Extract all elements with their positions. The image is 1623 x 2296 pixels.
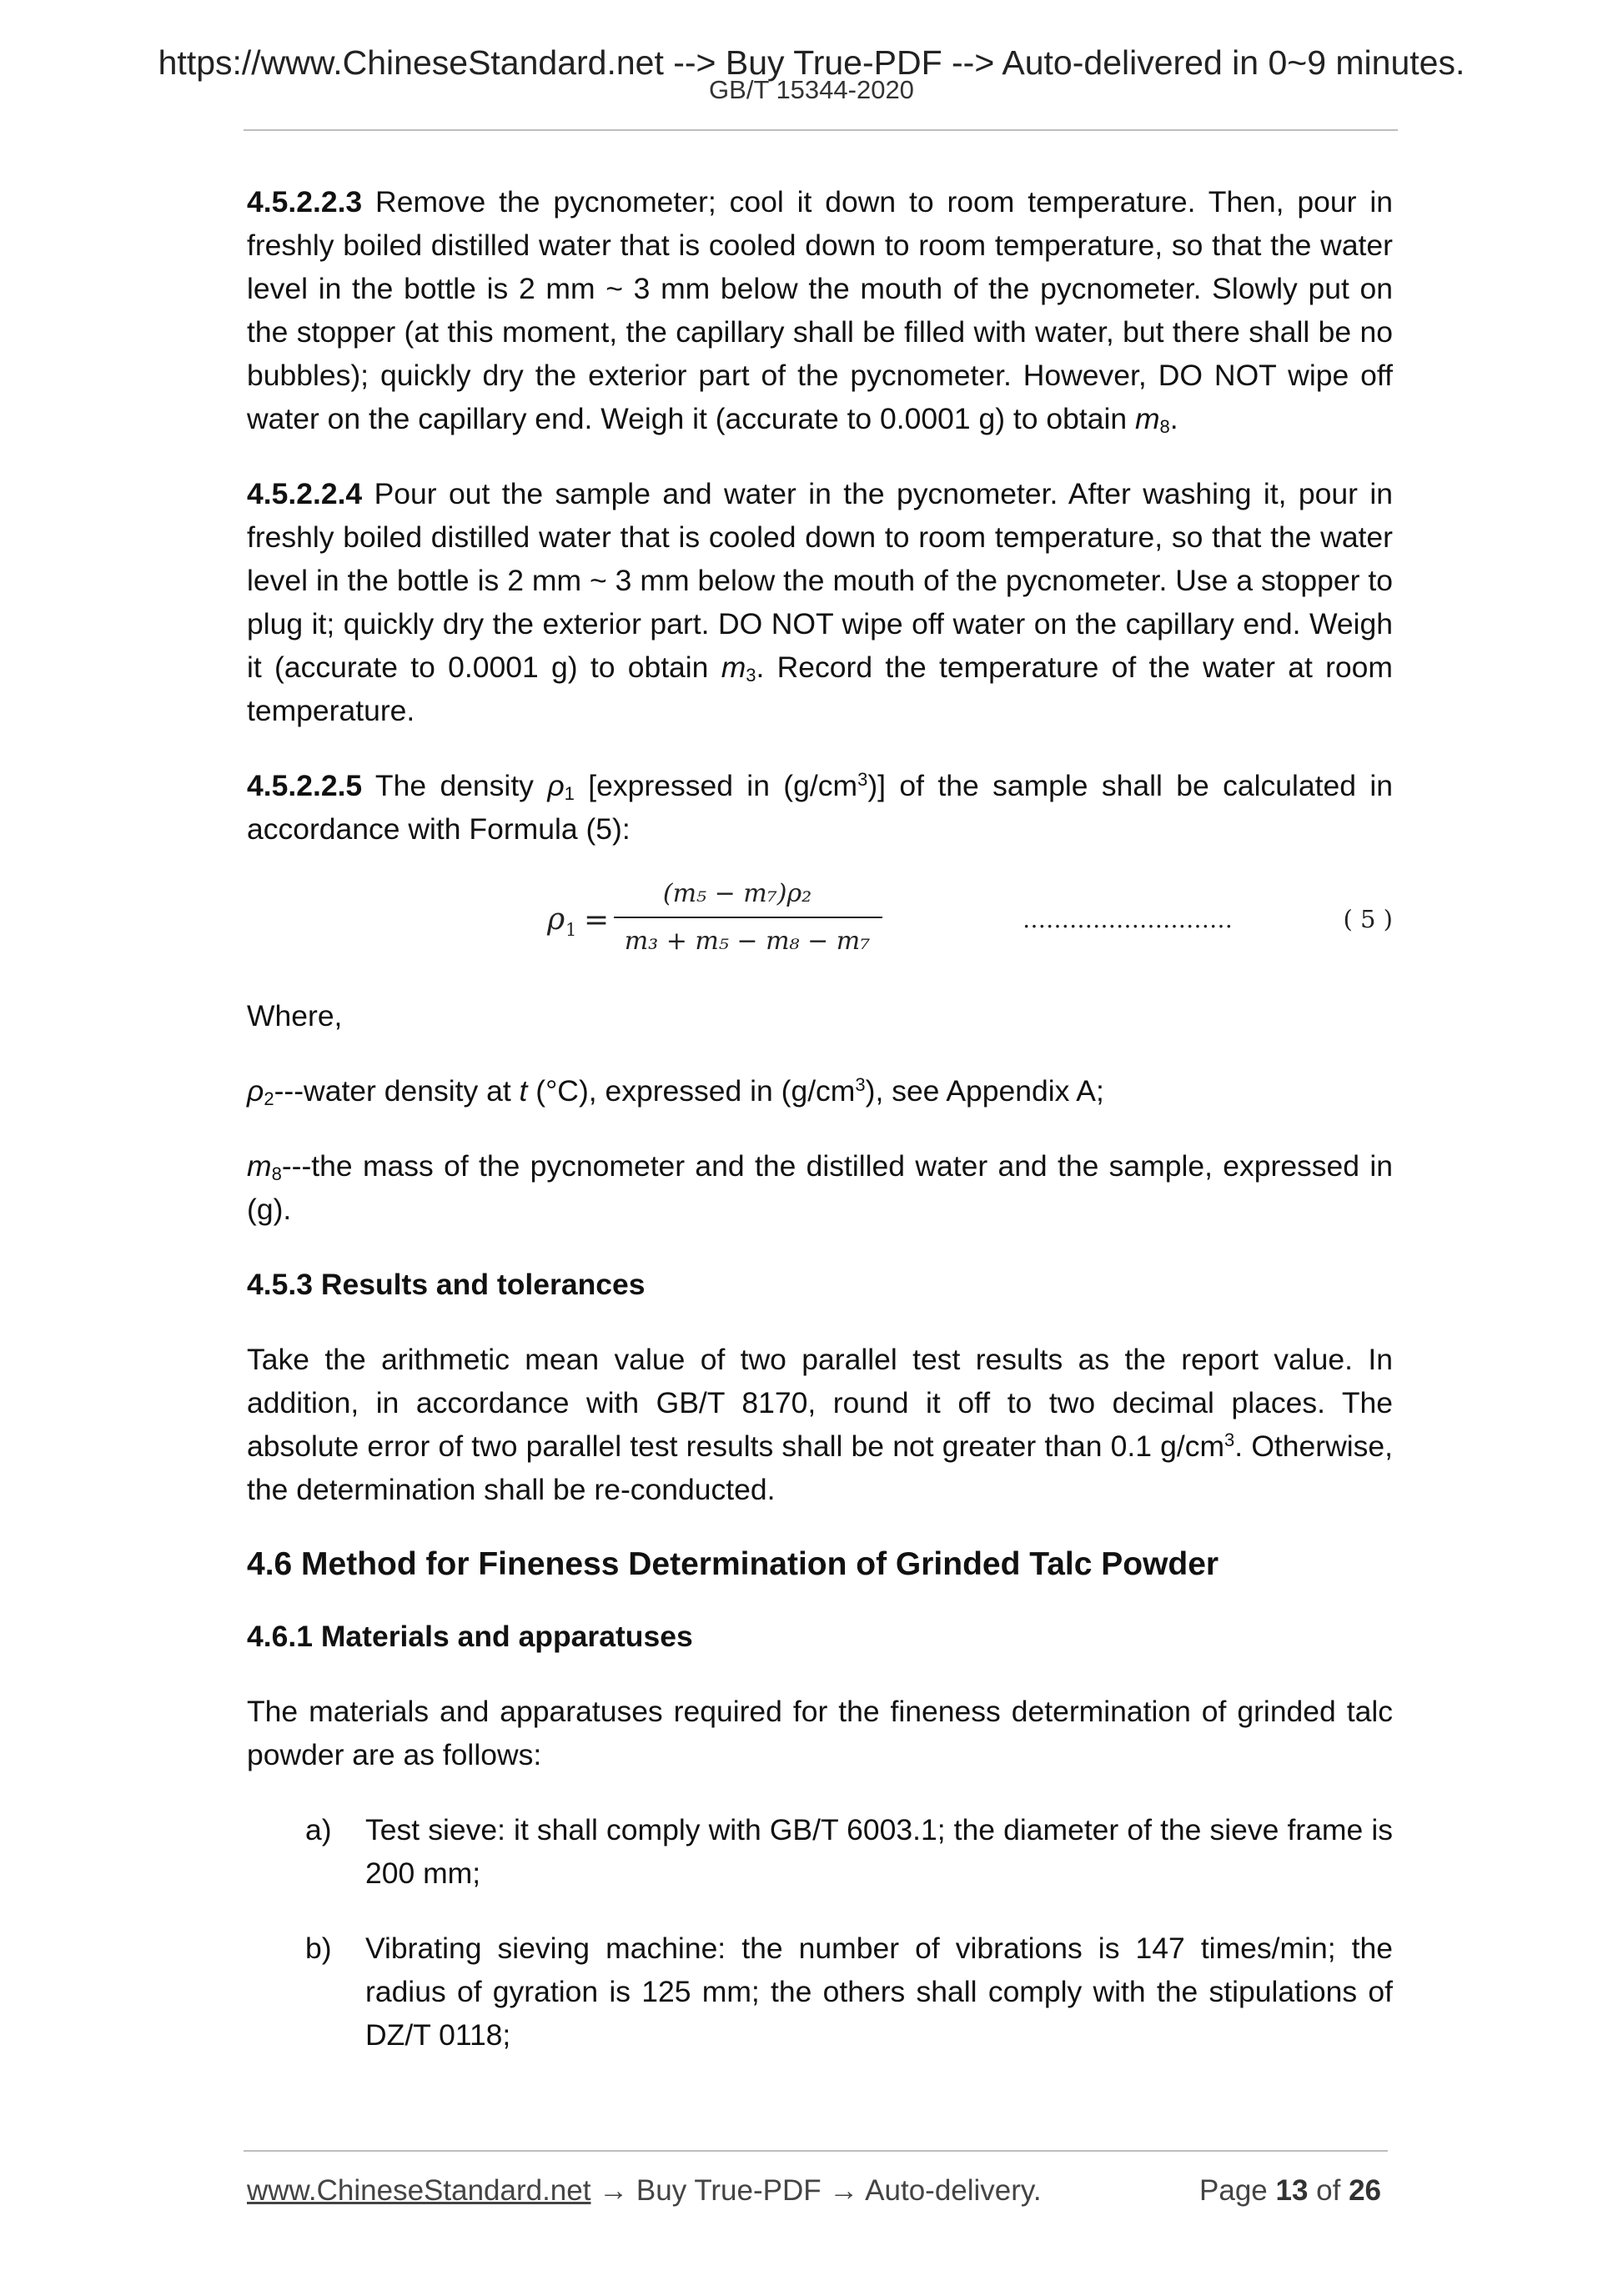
footer-tagline: → Buy True-PDF → Auto-delivery. (590, 2174, 1042, 2207)
list-item (247, 1808, 1393, 1895)
heading-4-6: 4.6 Method for Fineness Determination of Grinded Talc Powder (247, 1546, 1219, 1582)
list-item-text: Vibrating sieving machine: the number of vibrations is 147 times/min; the radius of gyration is 125 mm; the others shall comply with the stipulations of DZ/T 0118; (365, 1932, 1393, 2052)
formula-5 (247, 866, 1393, 966)
formula-leader-dots: ……………………… (1023, 906, 1233, 933)
clause-number: 4.5.2.2.4 (247, 477, 363, 510)
total-pages: 26 (1349, 2174, 1381, 2207)
formula-graphic (247, 866, 1393, 966)
header-banner: https://www.ChineseStandard.net --> Buy True-PDF --> Auto-delivered in 0~9 minutes. (158, 43, 1465, 82)
formula-lhs-subscript: 1 (565, 920, 577, 940)
footer-site-link[interactable]: www.ChineseStandard.net (247, 2174, 591, 2207)
clause-4-5-2-2-3: 4.5.2.2.3 Remove the pycnometer; cool it down to room temperature. Then, pour in freshly boiled distilled water that is cooled down to room temperature, so that the water level in the bottle is 2 mm ~ 3 mm below the mouth of the pycnometer. Slowly put on the stopper (at this moment, the capillary shall be filled with water, but there shall be no bubbles); quickly dry the exterior part of the pycnometer. However, DO NOT wipe off water on the capillary end. Weigh it (accurate to 0.0001 g) to obtain $m_8$. (247, 185, 1393, 437)
where-label: Where, (247, 999, 343, 1032)
list-item-label: a) (305, 1813, 332, 1846)
heading-4-5-3: 4.5.3 Results and tolerances (247, 1268, 646, 1301)
page-indicator: Page 13 of 26 (1199, 2174, 1381, 2207)
footer-divider (244, 2150, 1388, 2152)
materials-intro: The materials and apparatuses required for the fineness determination of grinded talc powder are as follows: (247, 1695, 1393, 1771)
list-item (247, 1927, 1393, 2057)
results-paragraph: Take the arithmetic mean value of two parallel test results as the report value. In addition, in accordance with GB/T 8170, round it off to two decimal places. The absolute error of two parallel test results shall be not greater than 0.1 $g/cm^3$. Otherwise, the determination shall be re-conducted. (247, 1343, 1393, 1506)
definition-rho2: $\rho_2--$-water density at t (°C), expressed in $(g/cm^3)$, see Appendix A; (247, 1074, 1104, 1109)
formula-denominator: m₃ + m₅ − m₈ − m₇ (624, 927, 871, 956)
clause-4-5-2-2-5: 4.5.2.2.5 The density $\rho_1$ [expressed in $(g/cm^3)$] of the sample shall be calculated in accordance with Formula (5): (247, 769, 1393, 846)
formula-number: ( 5 ) (1343, 905, 1393, 933)
clause-4-5-2-2-4: 4.5.2.2.4 Pour out the sample and water in the pycnometer. After washing it, pour in freshly boiled distilled water that is cooled down to room temperature, so that the water level in the bottle is 2 mm ~ 3 mm below the mouth of the pycnometer. Use a stopper to plug it; quickly dry the exterior part. DO NOT wipe off water on the capillary end. Weigh it (accurate to 0.0001 g) to obtain $m_3$. Record the temperature of the water at room temperature. (247, 477, 1393, 727)
formula-lhs: ρ (547, 902, 565, 937)
header-divider (244, 129, 1398, 131)
clause-number: 4.5.2.2.5 (247, 769, 363, 802)
page-footer (247, 2174, 1389, 2216)
formula-equals: = (584, 903, 610, 937)
list-item-text: Test sieve: it shall comply with GB/T 6003.1; the diameter of the sieve frame is 200 mm; (365, 1813, 1393, 1890)
formula-numerator: (m₅ − m₇)ρ₂ (662, 879, 812, 908)
clause-number: 4.5.2.2.3 (247, 185, 363, 219)
definition-m8: $m_8--$-the mass of the pycnometer and the distilled water and the sample, expressed in (g). (247, 1149, 1393, 1226)
standard-code: GB/T 15344-2020 (709, 75, 914, 104)
heading-4-6-1: 4.6.1 Materials and apparatuses (247, 1620, 693, 1653)
list-item-label: b) (305, 1932, 332, 1965)
current-page: 13 (1275, 2174, 1309, 2207)
page-content (247, 180, 1393, 2088)
